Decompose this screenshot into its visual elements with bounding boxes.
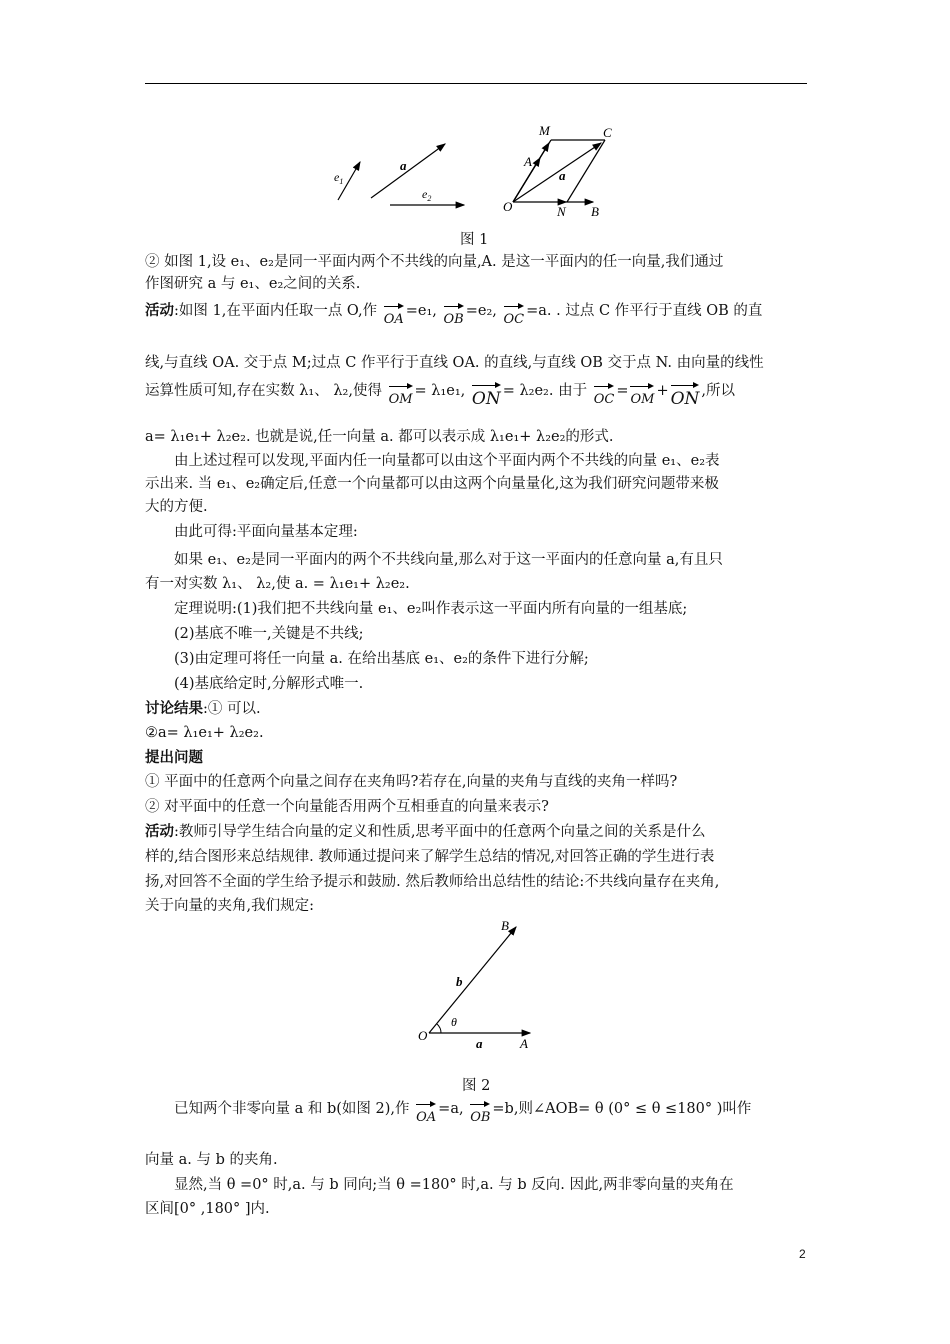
p-process-cont: 示出来. 当 e₁、e₂确定后,任意一个向量都可以由这两个向量量化,这为我们研究问题带来极 <box>145 476 719 492</box>
label-a: a <box>476 1036 483 1051</box>
angle-arc <box>437 1024 441 1033</box>
p-theorem: 如果 e₁、e₂是同一平面内的两个不共线向量,那么对于这一平面内的任意向量 a,有且只 <box>174 552 723 568</box>
p-activity-1-cont3: a= λ₁e₁+ λ₂e₂. 也就是说,任一向量 a. 都可以表示成 λ₁e₁+ λ₂e₂的形式. <box>145 429 614 445</box>
label-A: A <box>520 1036 528 1051</box>
figure-2-caption: 图 2 <box>462 1078 491 1094</box>
vector-b <box>429 927 516 1033</box>
p-question-1: ① 平面中的任意两个向量之间存在夹角吗?若存在,向量的夹角与直线的夹角一样吗? <box>145 774 678 790</box>
p-discussion-2: ②a= λ₁e₁+ λ₂e₂. <box>145 725 264 741</box>
p-note-2: (2)基底不唯一,关键是不共线; <box>174 626 364 642</box>
p-intro-2: ② 如图 1,设 e₁、e₂是同一平面内两个不共线的向量,A. 是这一平面内的任一向量,我们通过 <box>145 254 724 270</box>
label-B: B <box>501 918 509 933</box>
vector-a <box>371 144 445 198</box>
label-a: a <box>400 158 407 173</box>
figure-1-caption: 图 1 <box>460 232 489 248</box>
p-theorem-intro: 由此可得:平面向量基本定理: <box>174 524 358 540</box>
p-angle-def: 已知两个非零向量 a 和 b(如图 2),作 OA=a, OB=b,则∠AOB= θ (0° ≤ θ ≤180° )叫作 <box>145 1098 836 1129</box>
vector-OM <box>513 143 549 202</box>
label-N: N <box>557 204 566 219</box>
header-rule <box>145 83 807 84</box>
label-e1: $e_1$ <box>334 170 344 186</box>
p-activity-2-cont2: 扬,对回答不全面的学生给予提示和鼓励. 然后教师给出总结性的结论:不共线向量存在夹角, <box>145 874 720 890</box>
label-theta: θ <box>451 1015 457 1029</box>
p-theorem-cont: 有一对实数 λ₁、 λ₂,使 a. = λ₁e₁+ λ₂e₂. <box>145 576 410 592</box>
label-M: M <box>539 123 550 138</box>
p-activity-2-cont3: 关于向量的夹角,我们规定: <box>145 898 314 914</box>
p-discussion: 讨论结果:① 可以. <box>145 701 261 717</box>
page-number: 2 <box>799 1247 806 1261</box>
label-C: C <box>603 125 612 140</box>
label-O: O <box>503 199 513 214</box>
label-a-in-parallelogram: a <box>559 168 566 183</box>
line-CN <box>567 140 605 202</box>
p-note-4: (4)基底给定时,分解形式唯一. <box>174 676 364 692</box>
vector-OC <box>513 143 601 202</box>
p-activity-2-cont: 样的,结合图形来总结规律. 教师通过提问来了解学生总结的情况,对回答正确的学生进行表 <box>145 849 715 865</box>
p-obviously: 显然,当 θ =0° 时,a. 与 b 同向;当 θ =180° 时,a. 与 b 反向. 因此,两非零向量的夹角在 <box>174 1177 734 1193</box>
p-process: 由上述过程可以发现,平面内任一向量都可以由这个平面内两个不共线的向量 e₁、e₂表 <box>174 453 720 469</box>
label-e2: $e_2$ <box>422 187 432 203</box>
p-intro-2-cont: 作图研究 a 与 e₁、e₂之间的关系. <box>145 276 361 292</box>
p-note-3: (3)由定理可将任一向量 a. 在给出基底 e₁、e₂的条件下进行分解; <box>174 651 589 667</box>
p-note-1: 定理说明:(1)我们把不共线向量 e₁、e₂叫作表示这一平面内所有向量的一组基底; <box>174 601 688 617</box>
p-activity-1-cont2: 运算性质可知,存在实数 λ₁、 λ₂,使得 OM= λ₁e₁, ON = λ₂e₂. 由于 OC=OM+ ON ,所以 <box>145 383 736 409</box>
p-activity-2: 活动:教师引导学生结合向量的定义和性质,思考平面中的任意两个向量之间的关系是什么 <box>145 824 706 840</box>
label-b: b <box>456 974 463 989</box>
p-obviously-cont: 区间[0° ,180° ]内. <box>145 1201 270 1217</box>
p-activity-1: 活动:如图 1,在平面内任取一点 O,作 OA=e₁, OB=e₂, OC=a. . 过点 C 作平行于直线 OB 的直 <box>145 300 807 331</box>
figure-1 <box>320 120 640 230</box>
p-activity-1-cont: 线,与直线 OA. 交于点 M;过点 C 作平行于直线 OA. 的直线,与直线 OB 交于点 N. 由向量的线性 <box>145 355 764 371</box>
figure-2 <box>412 912 542 1052</box>
label-A: A <box>524 154 532 169</box>
label-O: O <box>418 1028 428 1043</box>
p-angle-def-cont: 向量 a. 与 b 的夹角. <box>145 1152 278 1168</box>
p-process-cont2: 大的方便. <box>145 499 208 515</box>
heading-questions: 提出问题 <box>145 750 203 766</box>
label-B: B <box>591 204 599 219</box>
p-question-2: ② 对平面中的任意一个向量能否用两个互相垂直的向量来表示? <box>145 799 549 815</box>
